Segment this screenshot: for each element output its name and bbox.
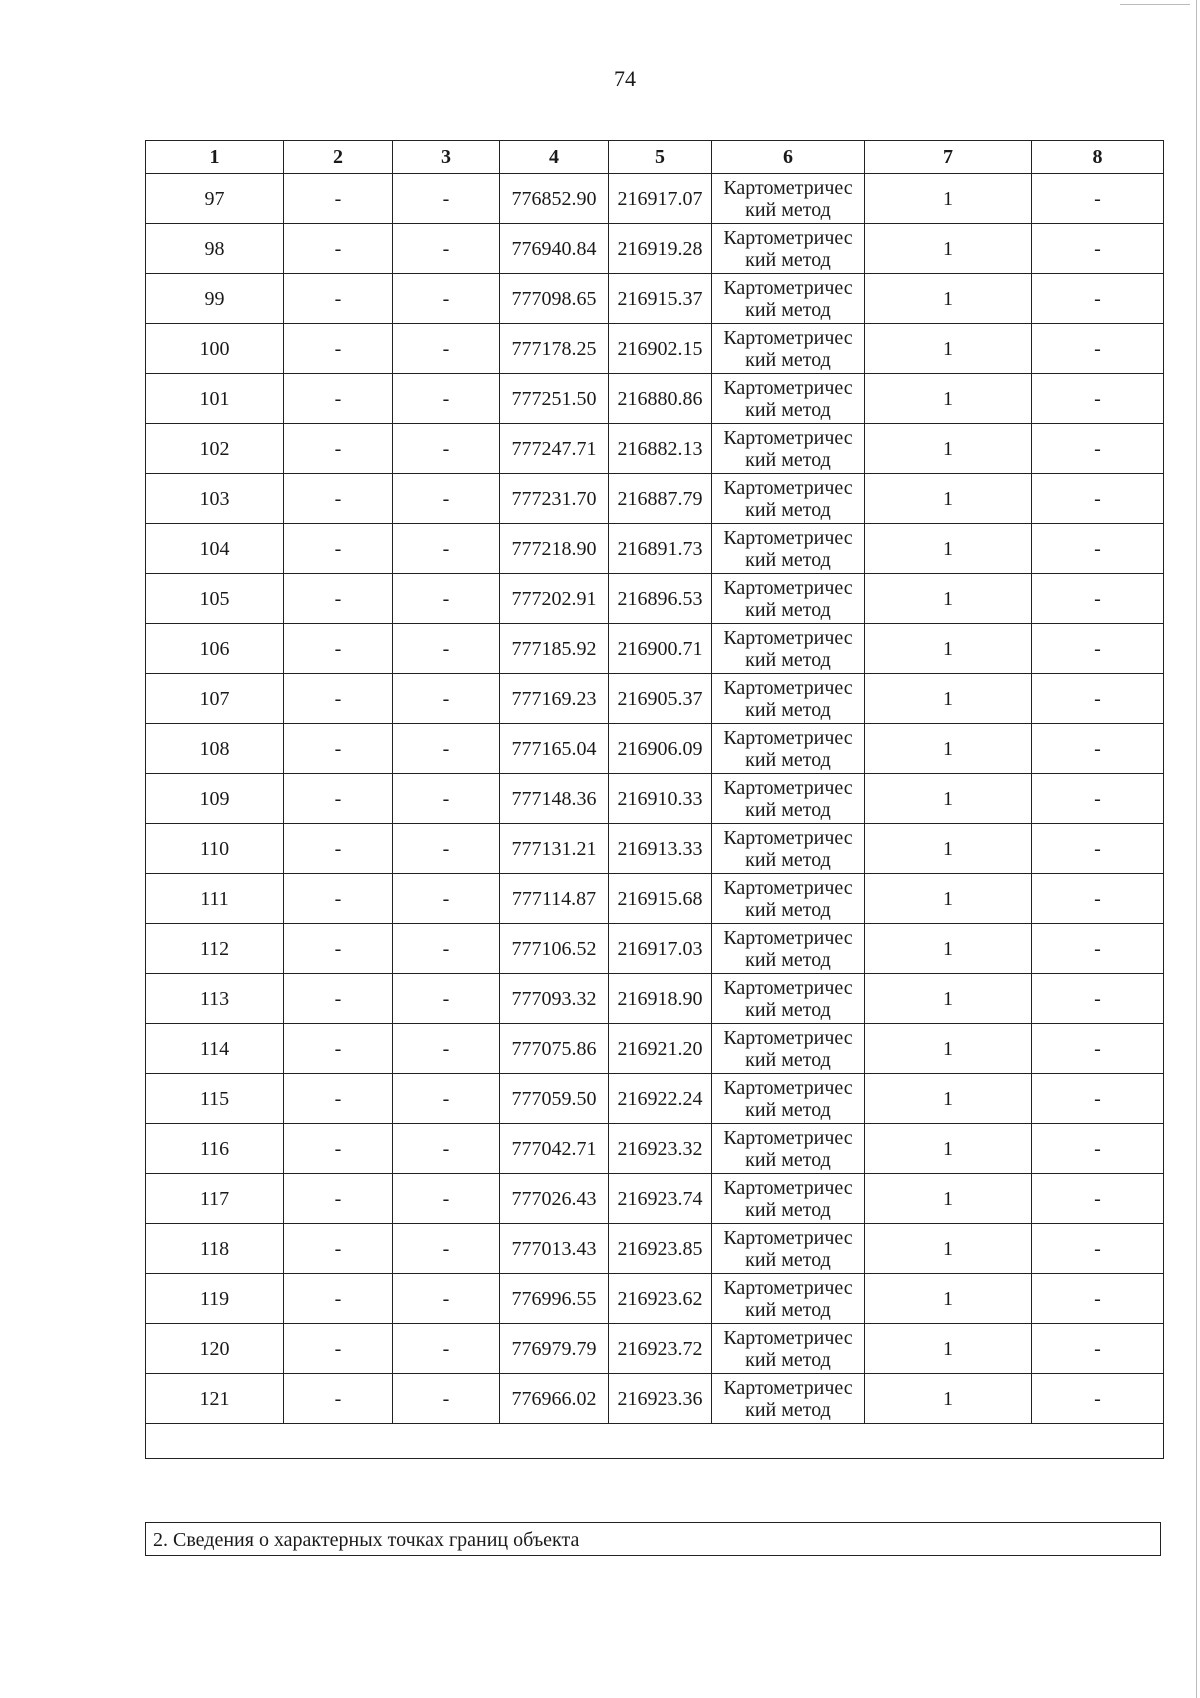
y-coordinate-cell: 216921.20 — [609, 1024, 712, 1074]
col-7-cell: 1 — [865, 174, 1032, 224]
table-row — [146, 1124, 1164, 1174]
col-8-cell: - — [1032, 1174, 1164, 1224]
x-coordinate-cell: 777013.43 — [500, 1224, 609, 1274]
col-3-cell: - — [393, 574, 500, 624]
table-body — [146, 174, 1164, 1424]
header-col-3: 3 — [393, 141, 500, 174]
col-7-cell: 1 — [865, 974, 1032, 1024]
header-col-6: 6 — [712, 141, 865, 174]
x-coordinate-cell: 776979.79 — [500, 1324, 609, 1374]
header-col-1: 1 — [146, 141, 284, 174]
col-8-cell: - — [1032, 874, 1164, 924]
method-line-2: кий метод — [745, 948, 831, 971]
col-3-cell: - — [393, 1124, 500, 1174]
table-row — [146, 1374, 1164, 1424]
x-coordinate-cell: 776852.90 — [500, 174, 609, 224]
point-number-cell: 119 — [146, 1274, 284, 1324]
method-line-1: Картометричес — [723, 626, 853, 649]
table-row — [146, 324, 1164, 374]
col-3-cell: - — [393, 974, 500, 1024]
y-coordinate-cell: 216923.85 — [609, 1224, 712, 1274]
x-coordinate-cell: 777202.91 — [500, 574, 609, 624]
col-8-cell: - — [1032, 1324, 1164, 1374]
col-8-cell: - — [1032, 224, 1164, 274]
boundary-points-table — [145, 140, 1164, 1459]
col-7-cell: 1 — [865, 524, 1032, 574]
y-coordinate-cell: 216915.37 — [609, 274, 712, 324]
table-row — [146, 474, 1164, 524]
method-line-2: кий метод — [745, 348, 831, 371]
y-coordinate-cell: 216896.53 — [609, 574, 712, 624]
method-line-2: кий метод — [745, 1398, 831, 1421]
col-8-cell: - — [1032, 1374, 1164, 1424]
method-line-2: кий метод — [745, 1148, 831, 1171]
method-cell — [712, 274, 865, 324]
point-number-cell: 103 — [146, 474, 284, 524]
method-line-2: кий метод — [745, 798, 831, 821]
method-line-2: кий метод — [745, 748, 831, 771]
method-cell — [712, 624, 865, 674]
col-8-cell: - — [1032, 524, 1164, 574]
x-coordinate-cell: 777059.50 — [500, 1074, 609, 1124]
col-7-cell: 1 — [865, 1274, 1032, 1324]
x-coordinate-cell: 777075.86 — [500, 1024, 609, 1074]
method-line-1: Картометричес — [723, 1376, 853, 1399]
table-row — [146, 424, 1164, 474]
y-coordinate-cell: 216923.74 — [609, 1174, 712, 1224]
col-7-cell: 1 — [865, 1174, 1032, 1224]
method-cell — [712, 724, 865, 774]
table-empty-footer-row — [146, 1424, 1164, 1459]
method-cell — [712, 824, 865, 874]
point-number-cell: 108 — [146, 724, 284, 774]
col-2-cell: - — [284, 1374, 393, 1424]
method-line-1: Картометричес — [723, 226, 853, 249]
y-coordinate-cell: 216913.33 — [609, 824, 712, 874]
table-row — [146, 524, 1164, 574]
point-number-cell: 106 — [146, 624, 284, 674]
method-line-1: Картометричес — [723, 1326, 853, 1349]
method-line-2: кий метод — [745, 598, 831, 621]
col-3-cell: - — [393, 924, 500, 974]
col-7-cell: 1 — [865, 774, 1032, 824]
col-3-cell: - — [393, 174, 500, 224]
x-coordinate-cell: 777218.90 — [500, 524, 609, 574]
method-line-2: кий метод — [745, 248, 831, 271]
col-3-cell: - — [393, 224, 500, 274]
point-number-cell: 98 — [146, 224, 284, 274]
y-coordinate-cell: 216923.72 — [609, 1324, 712, 1374]
table-row — [146, 274, 1164, 324]
col-2-cell: - — [284, 424, 393, 474]
x-coordinate-cell: 776940.84 — [500, 224, 609, 274]
col-3-cell: - — [393, 274, 500, 324]
col-8-cell: - — [1032, 924, 1164, 974]
col-3-cell: - — [393, 1224, 500, 1274]
table-row — [146, 174, 1164, 224]
method-line-2: кий метод — [745, 1098, 831, 1121]
col-7-cell: 1 — [865, 674, 1032, 724]
y-coordinate-cell: 216923.62 — [609, 1274, 712, 1324]
col-8-cell: - — [1032, 1124, 1164, 1174]
method-cell — [712, 874, 865, 924]
col-3-cell: - — [393, 324, 500, 374]
method-line-1: Картометричес — [723, 1076, 853, 1099]
point-number-cell: 102 — [146, 424, 284, 474]
col-3-cell: - — [393, 624, 500, 674]
table-row — [146, 824, 1164, 874]
method-line-2: кий метод — [745, 448, 831, 471]
method-cell — [712, 1274, 865, 1324]
col-7-cell: 1 — [865, 374, 1032, 424]
header-col-2: 2 — [284, 141, 393, 174]
col-7-cell: 1 — [865, 874, 1032, 924]
col-3-cell: - — [393, 724, 500, 774]
method-cell — [712, 1174, 865, 1224]
y-coordinate-cell: 216917.07 — [609, 174, 712, 224]
col-7-cell: 1 — [865, 1324, 1032, 1374]
x-coordinate-cell: 777131.21 — [500, 824, 609, 874]
method-cell — [712, 224, 865, 274]
table-row — [146, 924, 1164, 974]
col-7-cell: 1 — [865, 1124, 1032, 1174]
method-line-2: кий метод — [745, 498, 831, 521]
col-8-cell: - — [1032, 1074, 1164, 1124]
method-line-2: кий метод — [745, 1298, 831, 1321]
col-7-cell: 1 — [865, 1374, 1032, 1424]
col-8-cell: - — [1032, 674, 1164, 724]
x-coordinate-cell: 777026.43 — [500, 1174, 609, 1224]
col-3-cell: - — [393, 374, 500, 424]
point-number-cell: 112 — [146, 924, 284, 974]
table-row — [146, 874, 1164, 924]
x-coordinate-cell: 777106.52 — [500, 924, 609, 974]
method-line-2: кий метод — [745, 1198, 831, 1221]
method-line-1: Картометричес — [723, 976, 853, 999]
method-line-1: Картометричес — [723, 1226, 853, 1249]
col-7-cell: 1 — [865, 1024, 1032, 1074]
scan-edge-top — [1120, 4, 1190, 5]
col-7-cell: 1 — [865, 1074, 1032, 1124]
method-line-1: Картометричес — [723, 426, 853, 449]
method-line-1: Картометричес — [723, 326, 853, 349]
method-cell — [712, 674, 865, 724]
table-row — [146, 224, 1164, 274]
method-line-2: кий метод — [745, 998, 831, 1021]
col-2-cell: - — [284, 674, 393, 724]
col-8-cell: - — [1032, 474, 1164, 524]
col-2-cell: - — [284, 524, 393, 574]
col-8-cell: - — [1032, 174, 1164, 224]
method-cell — [712, 974, 865, 1024]
col-2-cell: - — [284, 174, 393, 224]
col-8-cell: - — [1032, 274, 1164, 324]
point-number-cell: 114 — [146, 1024, 284, 1074]
method-line-1: Картометричес — [723, 926, 853, 949]
page-number: 74 — [614, 66, 636, 91]
point-number-cell: 110 — [146, 824, 284, 874]
x-coordinate-cell: 777042.71 — [500, 1124, 609, 1174]
table-row — [146, 774, 1164, 824]
col-3-cell: - — [393, 1274, 500, 1324]
table-row — [146, 1274, 1164, 1324]
method-line-1: Картометричес — [723, 776, 853, 799]
method-line-2: кий метод — [745, 1348, 831, 1371]
point-number-cell: 116 — [146, 1124, 284, 1174]
col-2-cell: - — [284, 1024, 393, 1074]
point-number-cell: 104 — [146, 524, 284, 574]
table-row — [146, 1174, 1164, 1224]
empty-footer-cell — [146, 1424, 1164, 1459]
y-coordinate-cell: 216922.24 — [609, 1074, 712, 1124]
table-row — [146, 1074, 1164, 1124]
point-number-cell: 120 — [146, 1324, 284, 1374]
col-8-cell: - — [1032, 774, 1164, 824]
point-number-cell: 107 — [146, 674, 284, 724]
section-heading-box — [145, 1522, 1161, 1556]
method-line-2: кий метод — [745, 1248, 831, 1271]
point-number-cell: 121 — [146, 1374, 284, 1424]
method-line-1: Картометричес — [723, 1126, 853, 1149]
col-3-cell: - — [393, 424, 500, 474]
col-8-cell: - — [1032, 374, 1164, 424]
method-line-2: кий метод — [745, 848, 831, 871]
point-number-cell: 99 — [146, 274, 284, 324]
col-3-cell: - — [393, 874, 500, 924]
method-line-1: Картометричес — [723, 826, 853, 849]
col-7-cell: 1 — [865, 224, 1032, 274]
y-coordinate-cell: 216902.15 — [609, 324, 712, 374]
col-2-cell: - — [284, 824, 393, 874]
col-7-cell: 1 — [865, 424, 1032, 474]
col-8-cell: - — [1032, 324, 1164, 374]
y-coordinate-cell: 216906.09 — [609, 724, 712, 774]
table-header-row — [146, 141, 1164, 174]
col-3-cell: - — [393, 1074, 500, 1124]
x-coordinate-cell: 777098.65 — [500, 274, 609, 324]
x-coordinate-cell: 777178.25 — [500, 324, 609, 374]
method-cell — [712, 324, 865, 374]
y-coordinate-cell: 216887.79 — [609, 474, 712, 524]
method-line-1: Картометричес — [723, 1176, 853, 1199]
y-coordinate-cell: 216919.28 — [609, 224, 712, 274]
method-line-2: кий метод — [745, 398, 831, 421]
col-2-cell: - — [284, 474, 393, 524]
y-coordinate-cell: 216882.13 — [609, 424, 712, 474]
col-8-cell: - — [1032, 424, 1164, 474]
method-cell — [712, 774, 865, 824]
y-coordinate-cell: 216910.33 — [609, 774, 712, 824]
method-line-2: кий метод — [745, 548, 831, 571]
col-3-cell: - — [393, 474, 500, 524]
x-coordinate-cell: 777114.87 — [500, 874, 609, 924]
col-7-cell: 1 — [865, 474, 1032, 524]
method-cell — [712, 924, 865, 974]
method-cell — [712, 474, 865, 524]
method-cell — [712, 574, 865, 624]
method-line-1: Картометричес — [723, 726, 853, 749]
table-row — [146, 1024, 1164, 1074]
method-line-2: кий метод — [745, 898, 831, 921]
table-row — [146, 674, 1164, 724]
col-8-cell: - — [1032, 1224, 1164, 1274]
table-row — [146, 724, 1164, 774]
method-cell — [712, 174, 865, 224]
method-line-1: Картометричес — [723, 1276, 853, 1299]
col-8-cell: - — [1032, 974, 1164, 1024]
scan-edge-right — [1196, 0, 1197, 1698]
method-line-2: кий метод — [745, 648, 831, 671]
method-cell — [712, 1124, 865, 1174]
col-2-cell: - — [284, 1224, 393, 1274]
method-line-2: кий метод — [745, 698, 831, 721]
table-row — [146, 374, 1164, 424]
col-8-cell: - — [1032, 624, 1164, 674]
y-coordinate-cell: 216905.37 — [609, 674, 712, 724]
col-7-cell: 1 — [865, 724, 1032, 774]
method-cell — [712, 424, 865, 474]
col-2-cell: - — [284, 1074, 393, 1124]
col-7-cell: 1 — [865, 574, 1032, 624]
col-3-cell: - — [393, 1324, 500, 1374]
col-8-cell: - — [1032, 1024, 1164, 1074]
col-7-cell: 1 — [865, 824, 1032, 874]
col-2-cell: - — [284, 874, 393, 924]
header-col-8: 8 — [1032, 141, 1164, 174]
y-coordinate-cell: 216923.36 — [609, 1374, 712, 1424]
col-2-cell: - — [284, 774, 393, 824]
table-row — [146, 574, 1164, 624]
method-line-1: Картометричес — [723, 1026, 853, 1049]
method-cell — [712, 1024, 865, 1074]
col-2-cell: - — [284, 574, 393, 624]
y-coordinate-cell: 216880.86 — [609, 374, 712, 424]
method-cell — [712, 524, 865, 574]
col-3-cell: - — [393, 824, 500, 874]
col-3-cell: - — [393, 524, 500, 574]
col-8-cell: - — [1032, 574, 1164, 624]
x-coordinate-cell: 777185.92 — [500, 624, 609, 674]
method-line-1: Картометричес — [723, 576, 853, 599]
point-number-cell: 115 — [146, 1074, 284, 1124]
point-number-cell: 101 — [146, 374, 284, 424]
col-8-cell: - — [1032, 824, 1164, 874]
method-cell — [712, 1324, 865, 1374]
col-2-cell: - — [284, 724, 393, 774]
col-2-cell: - — [284, 274, 393, 324]
col-2-cell: - — [284, 1324, 393, 1374]
col-7-cell: 1 — [865, 1224, 1032, 1274]
method-line-2: кий метод — [745, 298, 831, 321]
col-7-cell: 1 — [865, 274, 1032, 324]
table-row — [146, 1224, 1164, 1274]
table-row — [146, 974, 1164, 1024]
x-coordinate-cell: 777251.50 — [500, 374, 609, 424]
method-line-1: Картометричес — [723, 876, 853, 899]
method-cell — [712, 1074, 865, 1124]
col-3-cell: - — [393, 674, 500, 724]
col-8-cell: - — [1032, 1274, 1164, 1324]
method-line-2: кий метод — [745, 198, 831, 221]
col-2-cell: - — [284, 224, 393, 274]
col-8-cell: - — [1032, 724, 1164, 774]
col-2-cell: - — [284, 924, 393, 974]
col-2-cell: - — [284, 1174, 393, 1224]
col-7-cell: 1 — [865, 624, 1032, 674]
header-col-7: 7 — [865, 141, 1032, 174]
x-coordinate-cell: 777247.71 — [500, 424, 609, 474]
col-7-cell: 1 — [865, 324, 1032, 374]
col-2-cell: - — [284, 974, 393, 1024]
header-col-5: 5 — [609, 141, 712, 174]
y-coordinate-cell: 216891.73 — [609, 524, 712, 574]
x-coordinate-cell: 777231.70 — [500, 474, 609, 524]
section-heading: 2. Сведения о характерных точках границ объекта — [153, 1529, 580, 1551]
method-line-2: кий метод — [745, 1048, 831, 1071]
col-2-cell: - — [284, 624, 393, 674]
x-coordinate-cell: 777148.36 — [500, 774, 609, 824]
method-line-1: Картометричес — [723, 376, 853, 399]
col-3-cell: - — [393, 1174, 500, 1224]
col-3-cell: - — [393, 1024, 500, 1074]
col-3-cell: - — [393, 1374, 500, 1424]
y-coordinate-cell: 216900.71 — [609, 624, 712, 674]
x-coordinate-cell: 777165.04 — [500, 724, 609, 774]
y-coordinate-cell: 216917.03 — [609, 924, 712, 974]
x-coordinate-cell: 776996.55 — [500, 1274, 609, 1324]
method-line-1: Картометричес — [723, 276, 853, 299]
col-7-cell: 1 — [865, 924, 1032, 974]
col-3-cell: - — [393, 774, 500, 824]
method-line-1: Картометричес — [723, 176, 853, 199]
point-number-cell: 118 — [146, 1224, 284, 1274]
point-number-cell: 113 — [146, 974, 284, 1024]
point-number-cell: 97 — [146, 174, 284, 224]
y-coordinate-cell: 216923.32 — [609, 1124, 712, 1174]
header-col-4: 4 — [500, 141, 609, 174]
col-2-cell: - — [284, 1124, 393, 1174]
point-number-cell: 109 — [146, 774, 284, 824]
y-coordinate-cell: 216918.90 — [609, 974, 712, 1024]
method-line-1: Картометричес — [723, 526, 853, 549]
x-coordinate-cell: 776966.02 — [500, 1374, 609, 1424]
method-cell — [712, 374, 865, 424]
col-2-cell: - — [284, 324, 393, 374]
point-number-cell: 111 — [146, 874, 284, 924]
col-2-cell: - — [284, 374, 393, 424]
y-coordinate-cell: 216915.68 — [609, 874, 712, 924]
x-coordinate-cell: 777169.23 — [500, 674, 609, 724]
method-line-1: Картометричес — [723, 476, 853, 499]
point-number-cell: 117 — [146, 1174, 284, 1224]
x-coordinate-cell: 777093.32 — [500, 974, 609, 1024]
point-number-cell: 105 — [146, 574, 284, 624]
col-2-cell: - — [284, 1274, 393, 1324]
method-line-1: Картометричес — [723, 676, 853, 699]
table-row — [146, 624, 1164, 674]
table-row — [146, 1324, 1164, 1374]
method-cell — [712, 1374, 865, 1424]
method-cell — [712, 1224, 865, 1274]
point-number-cell: 100 — [146, 324, 284, 374]
